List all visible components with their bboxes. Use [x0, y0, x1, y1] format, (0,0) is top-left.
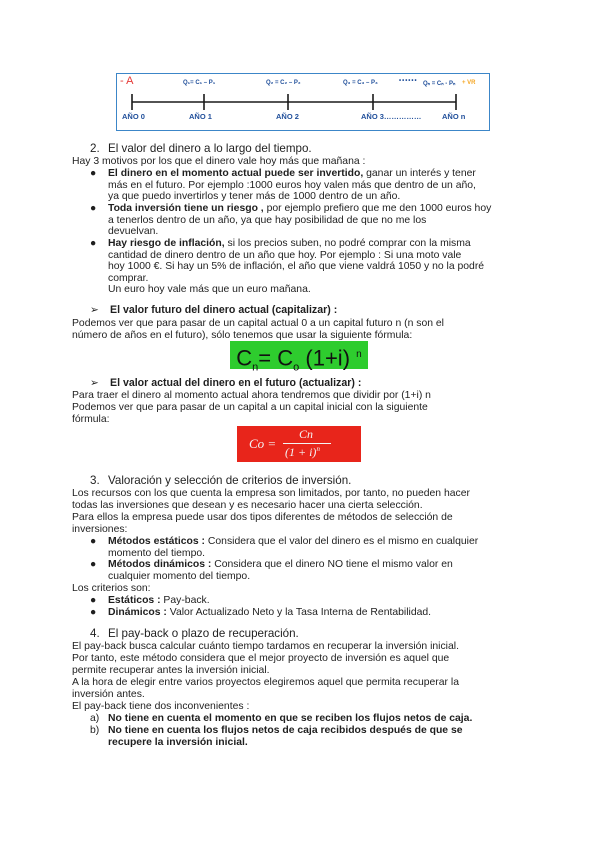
paragraph: Podemos ver que para pasar de un capital actual 0 a un capital futuro n (n son el — [72, 318, 444, 329]
timeline-formula: Q₁= C₁ – P₁ — [183, 80, 216, 86]
paragraph: inversiones: — [72, 524, 128, 535]
text-line: ganar un interés y tener — [363, 168, 476, 179]
paragraph: permite recuperar antes la inversión inicial. — [72, 665, 270, 676]
bold-text: Estáticos : — [108, 595, 161, 606]
subheading-text: El valor futuro del dinero actual (capitalizar) : — [110, 304, 338, 316]
formula-sup: n — [356, 349, 362, 360]
formula-denominator — [285, 445, 320, 460]
timeline-formula: Q₂ = C₂ – P₂ — [266, 80, 301, 86]
formula-part: (1+i) — [299, 345, 357, 371]
paragraph: Podemos ver que para pasar de un capital a un capital inicial con la siguiente — [72, 402, 428, 413]
bold-text: Métodos dinámicos : — [108, 559, 212, 570]
timeline-label-a: - A — [120, 75, 134, 87]
bullet-dot: ● — [90, 607, 97, 618]
bullet-dot: ● — [90, 238, 97, 249]
bullet-dot: ● — [90, 536, 97, 547]
paragraph: Los criterios son: — [72, 583, 151, 594]
section-number: 4. — [90, 627, 100, 640]
text-line: Considera que el valor del dinero es el mismo en cualquier — [205, 536, 479, 547]
list-item — [108, 595, 210, 607]
formula-sub: n — [252, 361, 259, 374]
text-line: devuelvan. — [108, 226, 159, 238]
bold-text: Toda inversión tiene un riesgo , — [108, 203, 264, 214]
bold-text: Hay riesgo de inflación, — [108, 238, 225, 249]
timeline-year: AÑO 0 — [122, 112, 145, 121]
timeline-ellipsis: •••••• — [399, 78, 418, 84]
subheading — [90, 378, 361, 390]
future-value-formula — [230, 341, 368, 374]
paragraph: Hay 3 motivos por los que el dinero vale hoy más que mañana : — [72, 156, 366, 167]
section-title: El pay-back o plazo de recuperación. — [108, 627, 299, 640]
bullet-dot: ● — [90, 559, 97, 570]
formula-part: (1 + i) — [285, 445, 317, 459]
text-line: Considera que el dinero NO tiene el mismo valor en — [211, 559, 453, 570]
section-4-heading — [90, 627, 299, 640]
text-line: Pay-back. — [160, 595, 210, 606]
paragraph: A la hora de elegir entre varios proyectos elegiremos aquel que permita recuperar la — [72, 677, 459, 688]
formula-part: C — [236, 345, 253, 371]
timeline-year: AÑO n — [442, 112, 466, 121]
bullet-dot: ● — [90, 168, 97, 179]
text-line: No tiene en cuenta los flujos netos de caja recibidos después de que se — [108, 725, 463, 736]
formula-part: = C — [258, 345, 294, 371]
text-line: a tenerlos dentro de un año, ya que hay posibilidad de que no me los — [108, 214, 427, 226]
subheading — [90, 305, 337, 317]
bullet-dot: ● — [90, 203, 97, 214]
list-item — [108, 203, 528, 238]
text-line: cantidad de dinero dentro de un año que hoy. Por ejemplo : Si una moto vale — [108, 249, 462, 261]
text-line: si los precios suben, no podré comprar con la misma — [224, 238, 471, 249]
paragraph: todas las inversiones que desean y es necesario hacer una cierta selección. — [72, 500, 423, 511]
text-line: ya que puedo invertirlos y tener más de 1000 dentro de un año. — [108, 191, 401, 203]
list-item — [108, 559, 528, 582]
list-marker: a) — [90, 713, 100, 724]
paragraph: Los recursos con los que cuenta la empresa son limitados, por tanto, no pueden hacer — [72, 488, 470, 499]
text-line: hoy 1000 €. Si hay un 5% de inflación, el año que viene valdrá 1050 y no la podré — [108, 261, 485, 273]
text-line: momento del tiempo. — [108, 547, 206, 559]
list-item — [108, 238, 528, 296]
paragraph: inversión antes. — [72, 689, 145, 700]
timeline-formula: Q₃ = C₃ – P₃ — [343, 80, 378, 86]
formula-numerator: Cn — [299, 427, 314, 441]
list-item — [108, 536, 528, 559]
paragraph: El pay-back busca calcular cuánto tiempo tardamos en recuperar la inversión inicial. — [72, 641, 459, 652]
paragraph: Por tanto, este método considera que el mejor proyecto de inversión es aquel que — [72, 653, 450, 664]
section-number: 2. — [90, 142, 100, 155]
bold-text: El dinero en el momento actual puede ser invertido, — [108, 168, 364, 179]
text-line: cualquier momento del tiempo. — [108, 570, 251, 582]
list-item — [108, 607, 431, 619]
formula-lhs: Co = — [249, 436, 277, 451]
section-number: 3. — [90, 474, 100, 487]
list-item — [108, 725, 463, 748]
formula-sub: o — [293, 361, 300, 374]
paragraph: El pay-back tiene dos inconvenientes : — [72, 701, 250, 712]
paragraph: fórmula: — [72, 414, 110, 425]
section-title: Valoración y selección de criterios de inversión. — [108, 474, 352, 487]
text-line: más en el futuro. Por ejemplo :1000 euros hoy valen más que dentro de un año, — [108, 179, 476, 191]
arrow-icon: ➢ — [90, 304, 99, 316]
text-line: recupere la inversión inicial. — [108, 736, 248, 748]
formula-sup: n — [316, 445, 320, 453]
list-item — [108, 713, 472, 725]
text-line: comprar. — [108, 272, 149, 284]
bold-text: Dinámicos : — [108, 607, 167, 618]
section-2-heading — [90, 142, 312, 155]
section-3-heading — [90, 474, 351, 487]
text-line: Valor Actualizado Neto y la Tasa Interna de Rentabilidad. — [166, 607, 432, 618]
timeline-year: AÑO 2 — [276, 112, 299, 121]
cash-flow-timeline — [116, 73, 490, 131]
present-value-formula — [237, 426, 361, 462]
text-line: Un euro hoy vale más que un euro mañana. — [108, 284, 311, 296]
text-line: No tiene en cuenta el momento en que se reciben los flujos netos de caja. — [108, 713, 473, 724]
paragraph: Para traer el dinero al momento actual ahora tendremos que dividir por (1+i) n — [72, 390, 431, 401]
fraction-bar — [283, 443, 331, 444]
timeline-formula: Qₙ = Cₙ - Pₙ — [423, 81, 456, 87]
timeline-year: AÑO 1 — [189, 112, 212, 121]
arrow-icon: ➢ — [90, 377, 99, 389]
timeline-residual-value: + VR — [462, 80, 476, 86]
paragraph: Para ellos la empresa puede usar dos tipos diferentes de métodos de selección de — [72, 512, 453, 523]
bullet-dot: ● — [90, 595, 97, 606]
list-marker: b) — [90, 725, 100, 736]
timeline-year: AÑO 3…………… — [361, 112, 422, 121]
section-title: El valor del dinero a lo largo del tiempo. — [108, 142, 312, 155]
text-line: por ejemplo prefiero que me den 1000 euros hoy — [263, 203, 492, 214]
paragraph: número de años en el futuro), sólo tenemos que usar la siguiente fórmula: — [72, 330, 413, 341]
list-item — [108, 168, 528, 203]
bold-text: Métodos estáticos : — [108, 536, 205, 547]
subheading-text: El valor actual del dinero en el futuro (actualizar) : — [110, 377, 362, 389]
